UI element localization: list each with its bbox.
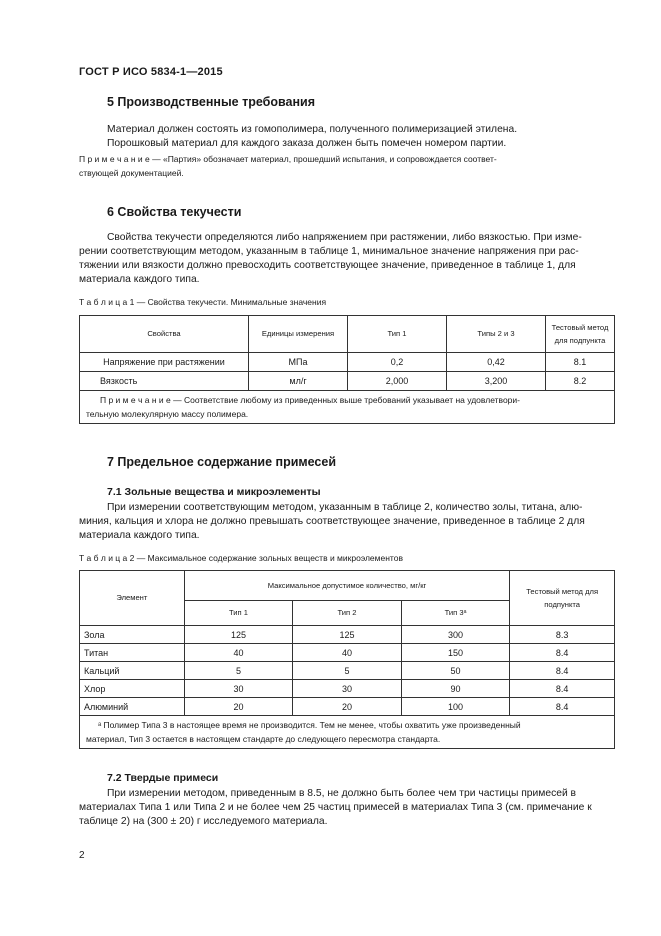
s5-note-text: — «Партия» обозначает материал, прошедший испытания, и сопровождается соответ-: [149, 154, 497, 164]
table-cell: 8.4: [510, 644, 615, 662]
section-7-1-text: [79, 501, 615, 543]
table-2-footnote-line2: материал, Тип 3 остается в настоящем стандарте до следующего пересмотра стандарта.: [86, 734, 441, 744]
table-row: [80, 644, 615, 662]
table-row: [80, 353, 615, 372]
table-cell: 8.4: [510, 662, 615, 680]
s7-line2: миния, кальция и хлора не должно превышать соответствующее значение, приведенное в таблице 2 для: [79, 516, 585, 527]
table-1-note-label: П р и м е ч а н и е: [100, 395, 171, 405]
table-1-note-row: [80, 391, 615, 424]
table-row: [80, 662, 615, 680]
page-number: 2: [79, 850, 85, 861]
table-1-note-text: — Соответствие любому из приведенных выше требований указывает на удовлетвори-: [170, 395, 520, 405]
section-7-2-title: 7.2 Твердые примеси: [107, 772, 219, 784]
table-cell: 40: [293, 644, 402, 662]
table-2-header-type: Тип 2: [293, 601, 402, 626]
section-7-title: 7 Предельное содержание примесей: [107, 455, 337, 469]
table-cell: 8.4: [510, 680, 615, 698]
section-6-title: 6 Свойства текучести: [107, 205, 242, 219]
table-row: [80, 626, 615, 644]
table-cell: 2,000: [348, 372, 447, 391]
table-cell: 5: [293, 662, 402, 680]
s6-line4: материала каждого типа.: [79, 274, 200, 285]
s5-note-text2: ствующей документацией.: [79, 168, 184, 178]
table-cell: мл/г: [249, 372, 348, 391]
table-row: [80, 698, 615, 716]
table-2-footnote-row: [80, 716, 615, 749]
table-cell: Кальций: [80, 662, 185, 680]
table-2-header-method: Тестовый метод для подпункта: [510, 571, 615, 626]
table-2-header-row: [80, 571, 615, 601]
table-cell: 8.2: [546, 372, 615, 391]
table-cell: Алюминий: [80, 698, 185, 716]
table-cell: 150: [401, 644, 510, 662]
s6-line2: рении соответствующим методом, указанным в таблице 1, минимальное значение напряжения при рас-: [79, 246, 579, 257]
table-1-header-cell: Свойства: [80, 316, 249, 353]
table-cell: Зола: [80, 626, 185, 644]
section-5-note: [79, 152, 615, 180]
table-2-footnote: [80, 716, 615, 749]
section-7-1-title: 7.1 Зольные вещества и микроэлементы: [107, 486, 321, 498]
table-1-note: [80, 391, 615, 424]
table-2-footnote-line1: ᵃ Полимер Типа 3 в настоящее время не производится. Тем не менее, чтобы охватить уже произведенный: [98, 720, 521, 730]
table-1-note-text2: тельную молекулярную массу полимера.: [86, 409, 249, 419]
table-1-header-cell: Тип 1: [348, 316, 447, 353]
s7-line3: материала каждого типа.: [79, 530, 200, 541]
table-1-caption-text: — Свойства текучести. Минимальные значения: [134, 297, 327, 307]
table-1-header-cell: Типы 2 и 3: [447, 316, 546, 353]
s7-line1: При измерении соответствующим методом, указанным в таблице 2, количество золы, титана, алю-: [107, 502, 583, 513]
table-cell: Напряжение при растяжении: [80, 353, 249, 372]
table-1-header-row: [80, 316, 615, 353]
table-cell: 0,42: [447, 353, 546, 372]
table-cell: Вязкость: [80, 372, 249, 391]
table-cell: 8.4: [510, 698, 615, 716]
table-2-header-element: Элемент: [80, 571, 185, 626]
table-1-header-cell: Тестовый метод для подпункта: [546, 316, 615, 353]
table-1: [79, 315, 615, 424]
s6-line1: Свойства текучести определяются либо напряжением при растяжении, либо вязкостью. При изме-: [107, 232, 582, 243]
s72-line3: таблице 2) на (300 ± 20) г исследуемого материала.: [79, 816, 328, 827]
table-cell: 5: [184, 662, 293, 680]
table-cell: 40: [184, 644, 293, 662]
s5-note-label: П р и м е ч а н и е: [79, 154, 150, 164]
section-5-title: 5 Производственные требования: [107, 95, 315, 109]
section-6-text: [79, 231, 615, 287]
table-2-caption-label: Т а б л и ц а 2: [79, 553, 135, 563]
table-cell: 90: [401, 680, 510, 698]
table-cell: 30: [293, 680, 402, 698]
s5-line2: Порошковый материал для каждого заказа должен быть помечен номером партии.: [107, 138, 507, 149]
table-row: [80, 680, 615, 698]
table-cell: 20: [184, 698, 293, 716]
table-cell: 125: [184, 626, 293, 644]
table-2-header-type: Тип 1: [184, 601, 293, 626]
table-1-header-cell: Единицы измерения: [249, 316, 348, 353]
table-2-caption: [79, 553, 403, 563]
section-5-text: [79, 123, 615, 151]
table-cell: 20: [293, 698, 402, 716]
table-cell: 125: [293, 626, 402, 644]
table-cell: Хлор: [80, 680, 185, 698]
s6-line3: тяжении или вязкости должно превосходить соответствующее значение, приведенное в таблице 1, для: [79, 260, 576, 271]
table-1-caption: [79, 297, 326, 307]
table-cell: 8.3: [510, 626, 615, 644]
section-7-2-text: [79, 787, 615, 829]
table-cell: 3,200: [447, 372, 546, 391]
table-cell: МПа: [249, 353, 348, 372]
table-2-header-type: Тип 3ᵃ: [401, 601, 510, 626]
table-cell: 300: [401, 626, 510, 644]
table-cell: 100: [401, 698, 510, 716]
table-2-caption-text: — Максимальное содержание зольных веществ и микроэлементов: [134, 553, 403, 563]
table-cell: 0,2: [348, 353, 447, 372]
table-row: [80, 372, 615, 391]
table-cell: 30: [184, 680, 293, 698]
document-header: ГОСТ Р ИСО 5834-1—2015: [79, 66, 223, 78]
table-2-header-max: Максимальное допустимое количество, мг/кг: [184, 571, 510, 601]
table-2: [79, 570, 615, 749]
s72-line1: При измерении методом, приведенным в 8.5, не должно быть более чем три частицы примесей в: [107, 788, 577, 799]
table-cell: 50: [401, 662, 510, 680]
table-cell: Титан: [80, 644, 185, 662]
table-1-caption-label: Т а б л и ц а 1: [79, 297, 135, 307]
s72-line2: материалах Типа 1 или Типа 2 и не более чем 25 частиц примесей в материалах Типа 3 (см. примечание к: [79, 802, 592, 813]
table-cell: 8.1: [546, 353, 615, 372]
s5-line1: Материал должен состоять из гомополимера, полученного полимеризацией этилена.: [107, 124, 518, 135]
